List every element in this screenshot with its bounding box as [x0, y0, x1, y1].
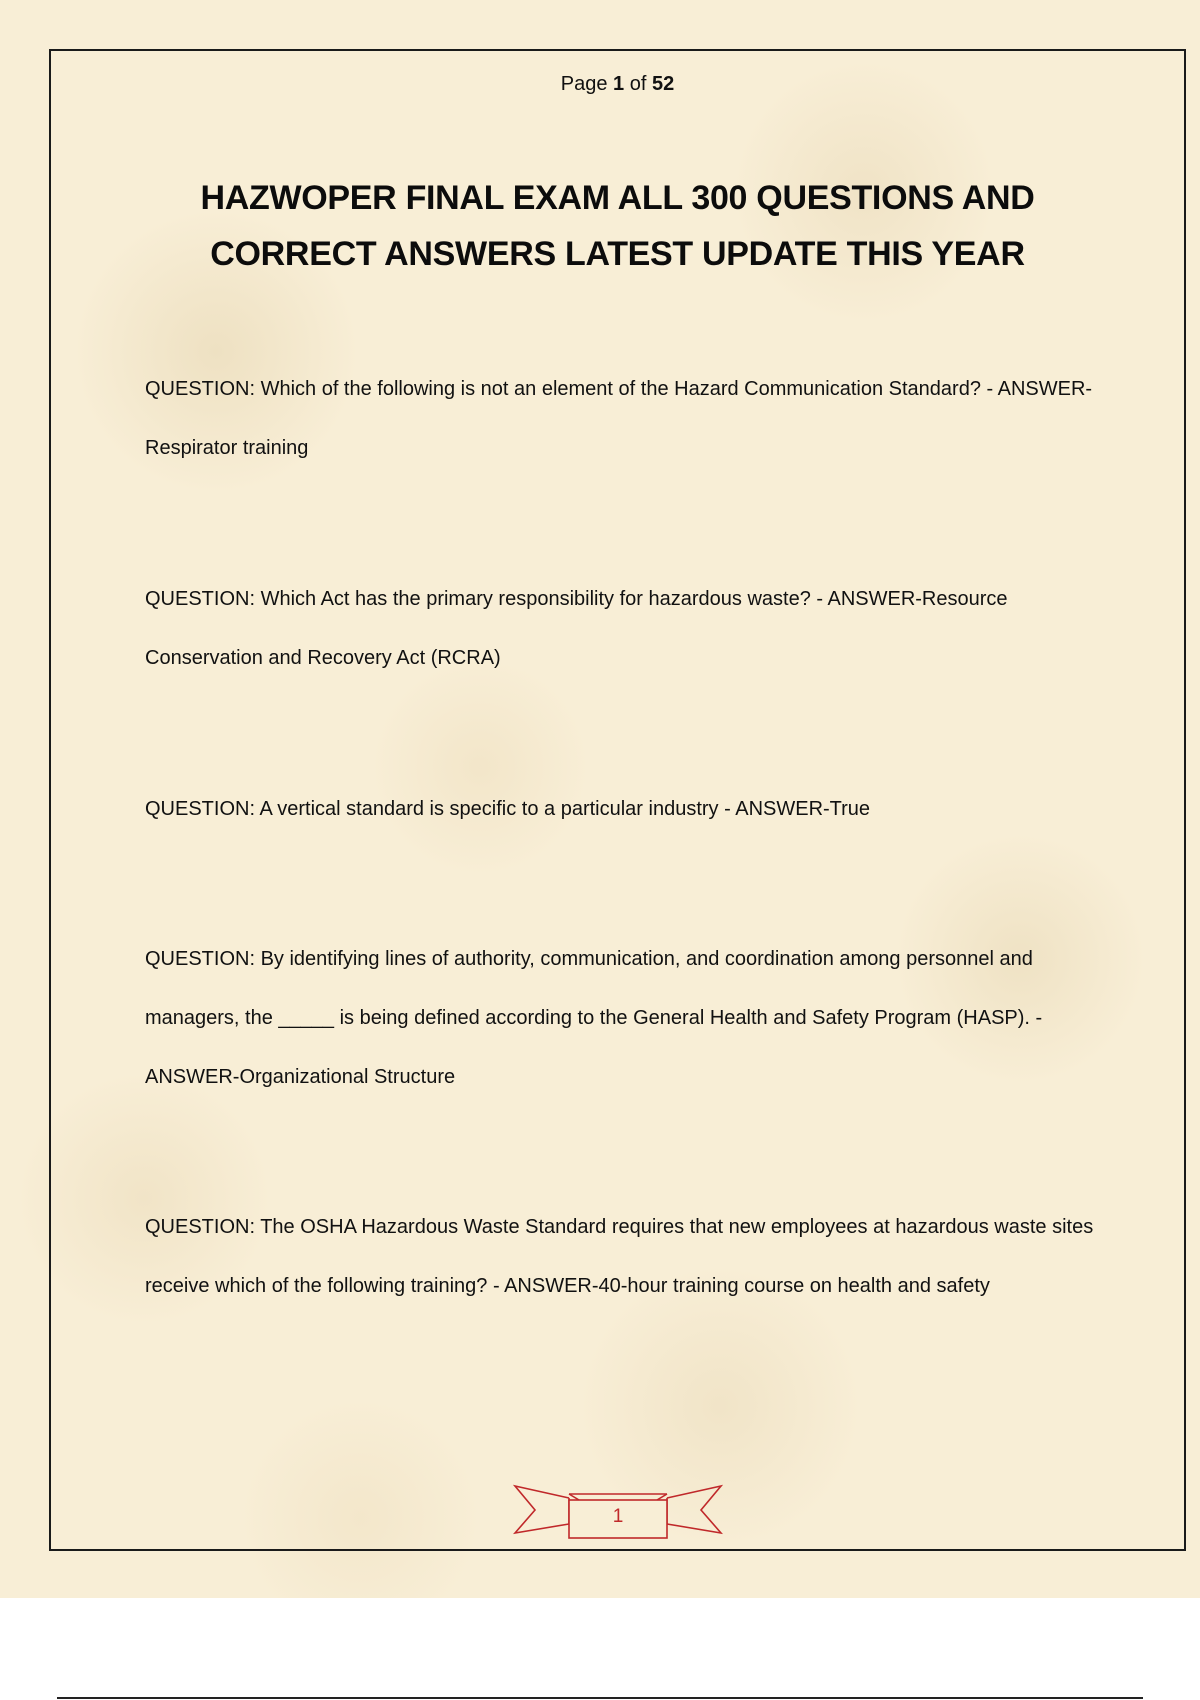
question-item: QUESTION: By identifying lines of authority, communication, and coordination among personnel and managers, the _____ is being defined according to the General Health and Safety Program (HASP). - ANSWER-Organizational Structure: [145, 948, 1043, 1088]
page-number: 1: [612, 1506, 624, 1527]
title-line-2: CORRECT ANSWERS LATEST UPDATE THIS YEAR: [210, 235, 1025, 273]
page-counter: Page 1 of 52: [560, 73, 675, 95]
bottom-rule: [57, 1697, 1143, 1699]
question-item: QUESTION: Which Act has the primary responsibility for hazardous waste? - ANSWER-Resource Conservation and Recovery Act (RCRA): [145, 588, 1008, 669]
total-pages: 52: [651, 73, 675, 95]
question-item: QUESTION: The OSHA Hazardous Waste Standard requires that new employees at hazardous waste sites receive which of the following training? - ANSWER-40-hour training course on health and safety: [145, 1216, 1094, 1297]
document-title: [120, 170, 1115, 282]
current-page: 1: [613, 73, 625, 95]
page-number-banner: [513, 1478, 723, 1540]
question-item: QUESTION: A vertical standard is specific to a particular industry - ANSWER-True: [145, 798, 871, 820]
title-line-1: HAZWOPER FINAL EXAM ALL 300 QUESTIONS AND: [200, 179, 1035, 217]
question-item: QUESTION: Which of the following is not an element of the Hazard Communication Standard? - ANSWER-Respirator training: [145, 378, 1093, 459]
